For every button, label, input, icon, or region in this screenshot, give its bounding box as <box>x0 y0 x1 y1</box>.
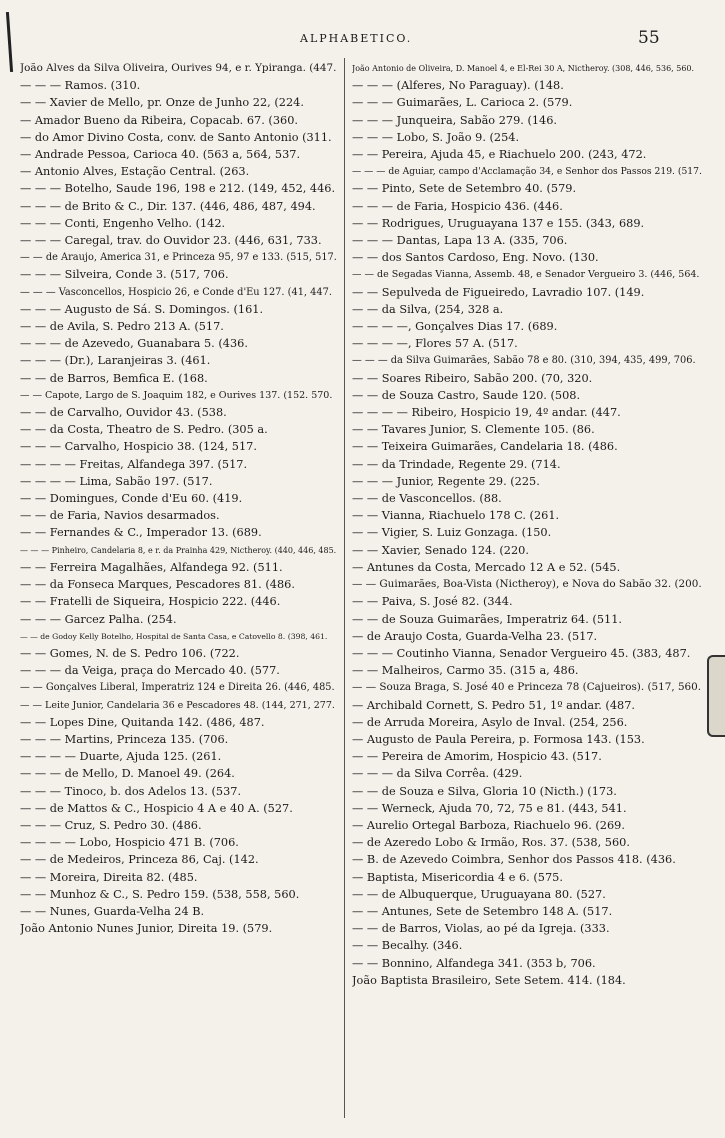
directory-entry: — Archibald Cornett, S. Pedro 51, 1º andar. (487. <box>352 698 635 712</box>
directory-entry: — — de Carvalho, Ouvidor 43. (538. <box>20 406 227 420</box>
directory-entry: — — Souza Braga, S. José 40 e Princeza 78 (Cajueiros). (517, 560. <box>352 681 702 694</box>
directory-entry: — — — Dantas, Lapa 13 A. (335, 706. <box>352 234 568 248</box>
directory-entry: — — Moreira, Direita 82. (485. <box>20 870 198 884</box>
directory-entry: — de Araujo Costa, Guarda-Velha 23. (517. <box>352 629 598 643</box>
directory-entry: — — Sepulveda de Figueiredo, Lavradio 107. (149. <box>352 285 645 299</box>
directory-entry: — — — Botelho, Saude 196, 198 e 212. (149, 452, 446. <box>20 182 336 196</box>
directory-entry: — — — (Alferes, No Paraguay). (148. <box>352 79 564 93</box>
directory-entry: — — Malheiros, Carmo 35. (315 a, 486. <box>352 664 579 678</box>
directory-entry: — — — Vasconcellos, Hospicio 26, e Conde d'Eu 127. (41, 447. <box>20 286 332 298</box>
directory-entry: — — Antunes, Sete de Setembro 148 A. (517. <box>352 904 613 918</box>
directory-entry: — — de Faria, Navios desarmados. <box>20 509 220 523</box>
running-title: ALPHABETICO. <box>300 32 413 45</box>
directory-entry: — — — Pinheiro, Candelaria 8, e r. da Prainha 429, Nictheroy. (440, 446, 485. <box>20 545 337 555</box>
directory-entry: — — — — Ribeiro, Hospicio 19, 4º andar. (447. <box>352 406 621 420</box>
directory-entry: — — de Souza Castro, Saude 120. (508. <box>352 388 581 402</box>
directory-entry: — — Bonnino, Alfandega 341. (353 b, 706. <box>352 956 596 970</box>
directory-entry: — — Gonçalves Liberal, Imperatriz 124 e Direita 26. (446, 485. <box>20 682 335 694</box>
directory-entry: — — Xavier de Mello, pr. Onze de Junho 22, (224. <box>20 96 304 110</box>
directory-entry: — — — Tinoco, b. dos Adelos 13. (537. <box>20 784 242 798</box>
directory-entry: — — de Godoy Kelly Botelho, Hospital de Santa Casa, e Catovello 8. (398, 461. <box>20 631 328 641</box>
directory-entry: — — de Avila, S. Pedro 213 A. (517. <box>20 320 224 334</box>
directory-entry: — — de Araujo, America 31, e Princeza 95, 97 e 133. (515, 517. <box>20 252 337 264</box>
directory-entry: — — Pinto, Sete de Setembro 40. (579. <box>352 182 577 196</box>
directory-entry: — — Xavier, Senado 124. (220. <box>352 543 529 557</box>
directory-entry: — — Capote, Largo de S. Joaquim 182, e Ourives 137. (152. 570. <box>20 389 333 401</box>
directory-entry: — — — Caregal, trav. do Ouvidor 23. (446, 631, 733. <box>20 234 322 248</box>
directory-entry: — — Becalhy. (346. <box>352 939 463 953</box>
directory-entry: — — de Souza Guimarães, Imperatriz 64. (511. <box>352 612 622 626</box>
directory-entry: João Baptista Brasileiro, Sete Setem. 414. (184. <box>352 973 626 987</box>
directory-entry: — — Pereira de Amorim, Hospicio 43. (517. <box>352 750 602 764</box>
directory-entry: — — de Barros, Bemfica E. (168. <box>20 371 208 385</box>
directory-entry: João Alves da Silva Oliveira, Ourives 94, e r. Ypiranga. (447. <box>20 62 337 74</box>
directory-entry: — — — da Silva Guimarães, Sabão 78 e 80. (310, 394, 435, 499, 706. <box>352 355 696 367</box>
directory-entry: — — Fernandes & C., Imperador 13. (689. <box>20 526 262 540</box>
directory-entry: — — — Garcez Palha. (254. <box>20 612 177 626</box>
directory-entry: — — — Lobo, S. João 9. (254. <box>352 130 520 144</box>
directory-entry: — — — Junior, Regente 29. (225. <box>352 474 540 488</box>
directory-entry: — — Leite Junior, Candelaria 36 e Pescadores 48. (144, 271, 277. <box>20 699 335 711</box>
directory-entry: — — Paiva, S. José 82. (344. <box>352 595 513 609</box>
directory-entry: — — — da Veiga, praça do Mercado 40. (577. <box>20 664 280 678</box>
page-number: 55 <box>638 28 660 48</box>
directory-entry: — — da Fonseca Marques, Pescadores 81. (486. <box>20 578 295 592</box>
page-header <box>0 30 725 50</box>
directory-entry: — Amador Bueno da Ribeira, Copacab. 67. (360. <box>20 113 298 127</box>
directory-entry: — — Vigier, S. Luiz Gonzaga. (150. <box>352 526 552 540</box>
directory-entry: — — Munhoz & C., S. Pedro 159. (538, 558, 560. <box>20 887 300 901</box>
directory-entry: — — — de Mello, D. Manoel 49. (264. <box>20 767 235 781</box>
directory-entry: — — da Costa, Theatro de S. Pedro. (305 a. <box>20 423 268 437</box>
directory-entry: — Baptista, Misericordia 4 e 6. (575. <box>352 870 563 884</box>
directory-entry: — — Ferreira Magalhães, Alfandega 92. (511. <box>20 560 283 574</box>
directory-entry: — — Teixeira Guimarães, Candelaria 18. (486. <box>352 440 618 454</box>
directory-entry: — — de Vasconcellos. (88. <box>352 492 502 506</box>
directory-entry: — — — — Lima, Sabão 197. (517. <box>20 474 213 488</box>
directory-entry: — — — de Brito & C., Dir. 137. (446, 486, 487, 494. <box>20 199 316 213</box>
right-column <box>352 60 704 989</box>
directory-entry: — — — (Dr.), Laranjeiras 3. (461. <box>20 354 211 368</box>
directory-entry: — — Vianna, Riachuelo 178 C. (261. <box>352 509 560 523</box>
directory-entry: — — da Trindade, Regente 29. (714. <box>352 457 561 471</box>
directory-entry: — — — Guimarães, L. Carioca 2. (579. <box>352 96 573 110</box>
directory-entry: — — Lopes Dine, Quitanda 142. (486, 487. <box>20 715 265 729</box>
directory-entry: — — — Coutinho Vianna, Senador Vergueiro 45. (383, 487. <box>352 646 691 660</box>
directory-entry: — — — de Aguiar, campo d'Acclamação 34, e Senhor dos Passos 219. (517. <box>352 166 702 178</box>
directory-entry: — — Rodrigues, Uruguayana 137 e 155. (343, 689. <box>352 216 645 230</box>
directory-entry: — — de Mattos & C., Hospicio 4 A e 40 A. (527. <box>20 801 293 815</box>
directory-entry: — de Azeredo Lobo & Irmão, Ros. 37. (538, 560. <box>352 836 630 850</box>
column-divider <box>344 58 345 1118</box>
directory-entry: — — — de Faria, Hospicio 436. (446. <box>352 199 563 213</box>
directory-entry: — B. de Azevedo Coimbra, Senhor dos Passos 418. (436. <box>352 853 676 867</box>
directory-entry: — — Guimarães, Boa-Vista (Nictheroy), e Nova do Sabão 32. (200. <box>352 578 702 591</box>
directory-entry: — — — Conti, Engenho Velho. (142. <box>20 216 226 230</box>
directory-entry: — — Fratelli de Siqueira, Hospicio 222. (446. <box>20 595 281 609</box>
directory-entry: — — — — Duarte, Ajuda 125. (261. <box>20 750 222 764</box>
directory-entry: — Andrade Pessoa, Carioca 40. (563 a, 564, 537. <box>20 148 301 162</box>
directory-entry: — — — Martins, Princeza 135. (706. <box>20 732 229 746</box>
directory-entry: — — — da Silva Corrêa. (429. <box>352 767 523 781</box>
directory-entry: — — — de Azevedo, Guanabara 5. (436. <box>20 337 248 351</box>
directory-entry: — — dos Santos Cardoso, Eng. Novo. (130. <box>352 251 599 265</box>
directory-entry: — — Tavares Junior, S. Clemente 105. (86. <box>352 423 595 437</box>
directory-entry: — — — — Lobo, Hospicio 471 B. (706. <box>20 836 239 850</box>
directory-entry: — — — Silveira, Conde 3. (517, 706. <box>20 268 229 282</box>
directory-entry: — Antunes da Costa, Mercado 12 A e 52. (545. <box>352 560 621 574</box>
directory-entry: — — Domingues, Conde d'Eu 60. (419. <box>20 492 243 506</box>
directory-entry: — — da Silva, (254, 328 a. <box>352 302 504 316</box>
directory-entry: — — — — Freitas, Alfandega 397. (517. <box>20 457 248 471</box>
directory-entry: — — de Medeiros, Princeza 86, Caj. (142. <box>20 853 259 867</box>
directory-entry: — — — Junqueira, Sabão 279. (146. <box>352 113 558 127</box>
directory-entry: — — — Ramos. (310. <box>20 79 141 93</box>
directory-entry: — — — Cruz, S. Pedro 30. (486. <box>20 818 202 832</box>
directory-entry: João Antonio Nunes Junior, Direita 19. (579. <box>20 922 273 936</box>
directory-entry: — de Arruda Moreira, Asylo de Inval. (254, 256. <box>352 715 628 729</box>
directory-entry: João Antonio de Oliveira, D. Manoel 4, e El-Rei 30 A, Nictheroy. (308, 446, 536, 560. <box>352 64 695 73</box>
directory-entry: — — — Augusto de Sá. S. Domingos. (161. <box>20 302 264 316</box>
directory-entry: — — de Albuquerque, Uruguayana 80. (527. <box>352 887 606 901</box>
directory-entry: — — Pereira, Ajuda 45, e Riachuelo 200. (243, 472. <box>352 148 647 162</box>
directory-entry: — — de Segadas Vianna, Assemb. 48, e Senador Vergueiro 3. (446, 564. <box>352 269 700 281</box>
directory-entry: — — — —, Gonçalves Dias 17. (689. <box>352 320 558 334</box>
directory-entry: — — — —, Flores 57 A. (517. <box>352 337 518 351</box>
directory-entry: — — de Barros, Violas, ao pé da Igreja. (333. <box>352 922 610 936</box>
directory-entry: — Antonio Alves, Estação Central. (263. <box>20 165 250 179</box>
directory-entry: — — Soares Ribeiro, Sabão 200. (70, 320. <box>352 371 593 385</box>
directory-entry: — Augusto de Paula Pereira, p. Formosa 143. (153. <box>352 732 645 746</box>
left-column <box>20 60 338 937</box>
binding-clip <box>707 655 725 737</box>
directory-entry: — — Werneck, Ajuda 70, 72, 75 e 81. (443, 541. <box>352 801 627 815</box>
directory-entry: — do Amor Divino Costa, conv. de Santo Antonio (311. <box>20 130 332 144</box>
directory-entry: — Aurelio Ortegal Barboza, Riachuelo 96. (269. <box>352 818 625 832</box>
directory-entry: — — Gomes, N. de S. Pedro 106. (722. <box>20 646 240 660</box>
directory-entry: — — Nunes, Guarda-Velha 24 B. <box>20 904 205 918</box>
directory-entry: — — de Souza e Silva, Gloria 10 (Nicth.) (173. <box>352 784 617 798</box>
directory-entry: — — — Carvalho, Hospicio 38. (124, 517. <box>20 440 257 454</box>
